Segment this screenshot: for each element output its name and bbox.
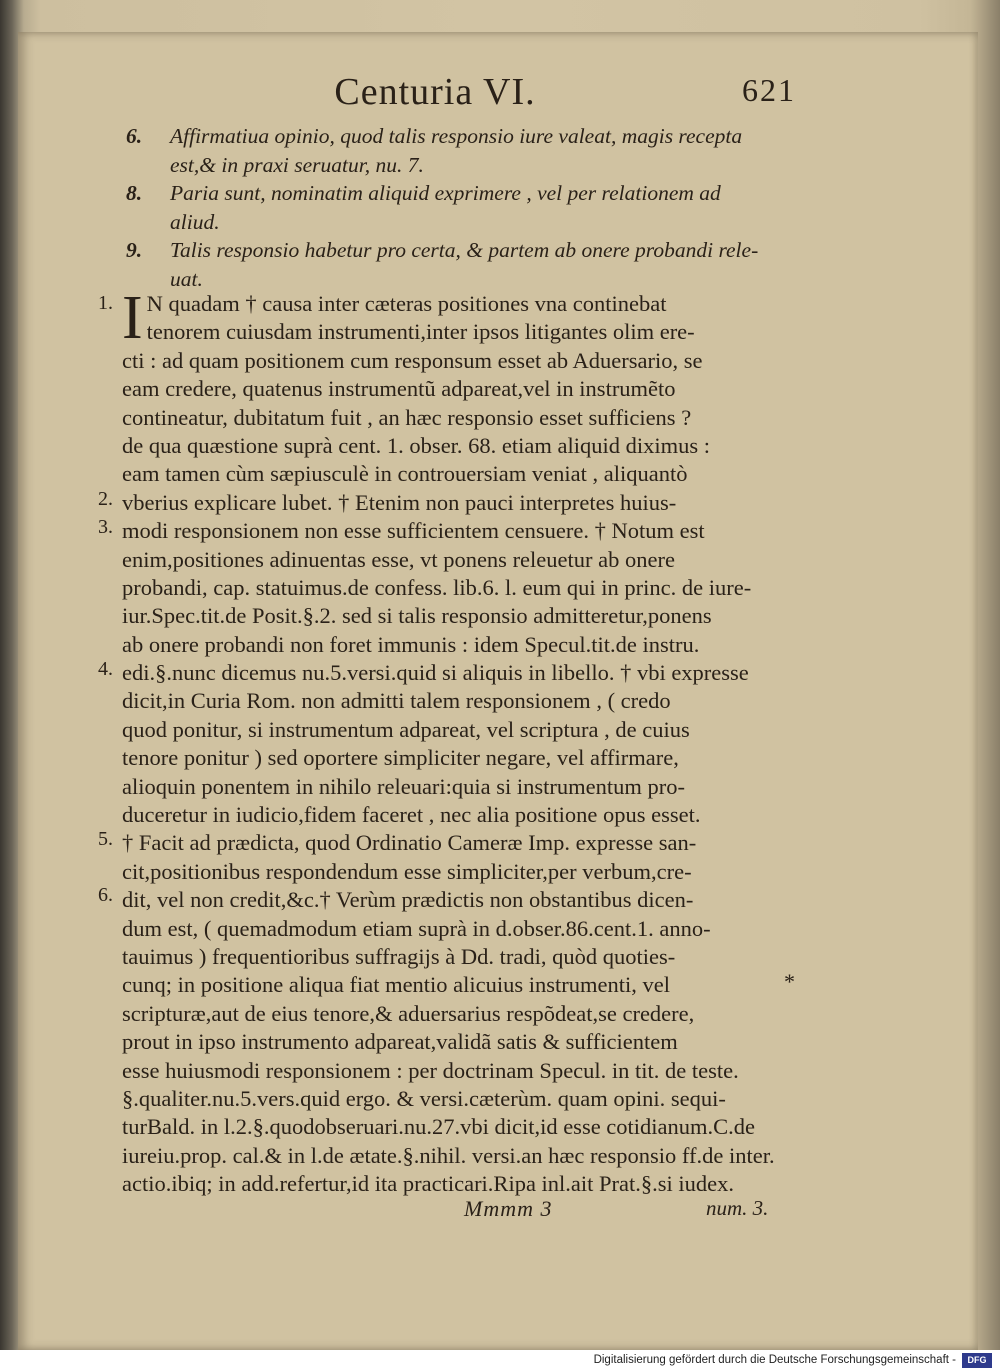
- body-line: dicit,in Curia Rom. non admitti talem responsionem , ( credo: [122, 688, 671, 714]
- summary-line: aliud.: [170, 209, 220, 234]
- body-line: eam credere, quatenus instrumentũ adpareat,vel in instrumẽto: [122, 376, 676, 402]
- summary-item: [118, 236, 798, 293]
- body-line: † Facit ad prædicta, quod Ordinatio Cameræ Imp. expresse san-: [122, 830, 697, 856]
- body-line: tenore ponitur ) sed oportere simpliciter negare, vel affirmare,: [122, 745, 679, 771]
- body-line: enim,positiones adinuentas esse, vt ponens releuetur ab onere: [122, 546, 675, 572]
- margin-number: 6.: [98, 884, 113, 906]
- body-line: turBald. in l.2.§.quodobseruari.nu.27.vbi dicit,id esse cotidianum.C.de: [122, 1114, 756, 1140]
- body-line: prout in ipso instrumento adpareat,validã satis & sufficientem: [122, 1029, 678, 1055]
- body-line: modi responsionem non esse sufficientem censuere. † Notum est: [122, 518, 705, 544]
- body-line: scripturæ,aut de eius tenore,& aduersarius respõdeat,se credere,: [122, 1000, 695, 1026]
- body-line: contineatur, dubitatum fuit , an hæc responsio esset sufficiens ?: [122, 404, 692, 430]
- running-head: Centuria VI.: [334, 71, 536, 113]
- summary-number: 8.: [126, 181, 143, 205]
- body-text: [122, 284, 790, 1199]
- summary-line: Paria sunt, nominatim aliquid exprimere , vel per relationem ad: [170, 181, 721, 205]
- summary-item: [118, 179, 798, 236]
- dfg-logo: DFG: [962, 1353, 992, 1368]
- signature-mark: Mmmm 3: [464, 1196, 553, 1221]
- body-line: dit, vel non credit,&c.† Verùm prædictis non obstantibus dicen-: [122, 887, 694, 913]
- summary-number: 9.: [126, 238, 143, 262]
- body-line: ab onere probandi non foret immunis : idem Specul.tit.de instru.: [122, 631, 700, 657]
- body-line: vberius explicare lubet. † Etenim non pauci interpretes huius-: [122, 489, 677, 515]
- body-line: quod ponitur, si instrumentum adpareat, vel scriptura , de cuius: [122, 716, 690, 742]
- body-line: cunq; in positione aliqua fiat mentio alicuius instrumenti, vel: [122, 972, 671, 998]
- body-line: §.qualiter.nu.5.vers.quid ergo. & versi.cæterùm. quam opini. sequi-: [122, 1085, 726, 1111]
- summary-line: est,& in praxi seruatur, nu. 7.: [170, 152, 424, 177]
- catchword: num. 3.: [706, 1196, 769, 1220]
- margin-number: 3.: [98, 516, 113, 538]
- drop-cap: I: [122, 284, 143, 352]
- margin-number: 1.: [98, 292, 113, 314]
- body-line: tenorem cuiusdam instrumenti,inter ipsos litigantes olim ere-: [146, 319, 695, 345]
- summary-line: uat.: [170, 266, 203, 291]
- body-line: iur.Spec.tit.de Posit.§.2. sed si talis responsio admitteretur,ponens: [122, 603, 712, 629]
- margin-number: 2.: [98, 488, 113, 510]
- summary-number: 6.: [126, 124, 143, 148]
- body-line: alioquin ponentem in nihilo releuari:quia si instrumentum pro-: [122, 773, 686, 799]
- margin-number: 5.: [98, 828, 113, 850]
- body-line: iureiu.prop. cal.& in l.de ætate.§.nihil. versi.an hæc responsio ff.de inter.: [122, 1142, 775, 1168]
- body-line: esse huiusmodi responsionem : per doctrinam Specul. in tit. de teste.: [122, 1057, 739, 1083]
- summary-list: [118, 122, 798, 293]
- summary-line: Talis responsio habetur pro certa, & partem ab onere probandi rele-: [170, 238, 759, 262]
- margin-number: 4.: [98, 658, 113, 680]
- body-line: probandi, cap. statuimus.de confess. lib.6. l. eum qui in princ. de iure-: [122, 574, 752, 600]
- margin-star: *: [784, 969, 795, 994]
- body-line: cit,positionibus respondendum esse simpliciter,per verbum,cre-: [122, 858, 692, 884]
- body-line: actio.ibiq; in add.refertur,id ita practicari.Ripa inl.ait Prat.§.si iudex.: [122, 1171, 735, 1197]
- body-line: edi.§.nunc dicemus nu.5.versi.quid si aliquis in libello. † vbi expresse: [122, 660, 749, 686]
- body-line: cti : ad quam positionem cum responsum esset ab Aduersario, se: [122, 347, 703, 373]
- body-line: de qua quæstione suprà cent. 1. obser. 68. etiam aliquid diximus :: [122, 432, 711, 458]
- body-line: dum est, ( quemadmodum etiam suprà in d.obser.86.cent.1. anno-: [122, 915, 711, 941]
- summary-line: Affirmatiua opinio, quod talis responsio iure valeat, magis recepta: [170, 124, 743, 148]
- body-line: duceretur in iudicio,fidem faceret , nec alia positione opus esset.: [122, 802, 701, 828]
- page-number: 621: [742, 72, 796, 108]
- body-line: eam tamen cùm sæpiusculè in controuersiam veniat , aliquantò: [122, 461, 688, 487]
- summary-item: [118, 122, 798, 179]
- footer-credit: Digitalisierung gefördert durch die Deutsche Forschungsgemeinschaft -: [593, 1354, 956, 1366]
- body-line: tauimus ) frequentioribus suffragijs à Dd. tradi, quòd quoties-: [122, 943, 676, 969]
- body-line: N quadam † causa inter cæteras positiones vna continebat: [146, 291, 667, 316]
